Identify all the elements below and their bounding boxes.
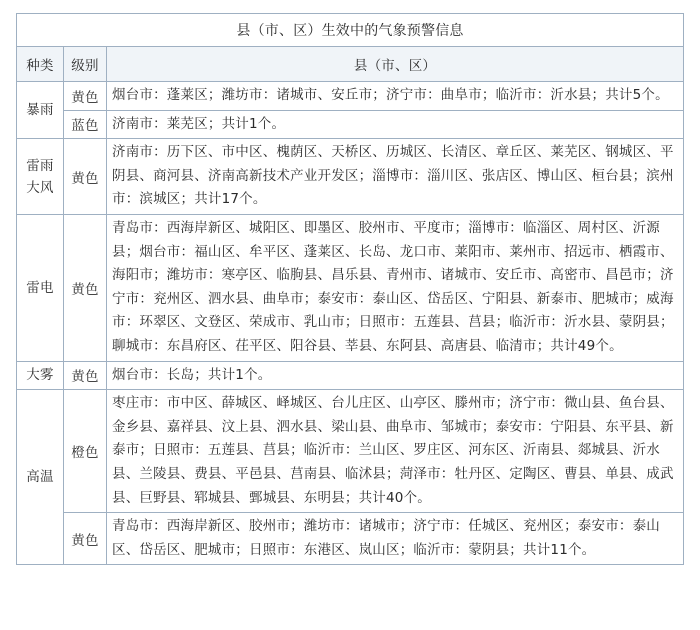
counties-cell: 济南市：历下区、市中区、槐荫区、天桥区、历城区、长清区、章丘区、莱芜区、钢城区、平阴县、商河县、济南高新技术产业开发区；淄博市：淄川区、张店区、博山区、桓台县；滨州市：滨城区；共计17个。: [107, 139, 684, 215]
counties-cell: 青岛市：西海岸新区、胶州市；潍坊市：诸城市；济宁市：任城区、兖州区；泰安市：泰山区、岱岳区、肥城市；日照市：东港区、岚山区；临沂市：蒙阴县；共计11个。: [107, 513, 684, 565]
level-cell: 蓝色: [64, 110, 107, 139]
table-row: [17, 110, 684, 139]
header-counties: 县（市、区）: [107, 47, 684, 82]
level-cell: 黄色: [64, 214, 107, 361]
counties-cell: 枣庄市：市中区、薛城区、峄城区、台儿庄区、山亭区、滕州市；济宁市：微山县、鱼台县、金乡县、嘉祥县、汶上县、泗水县、梁山县、曲阜市、邹城市；泰安市：宁阳县、东平县、新泰市；日照市：五莲县、莒县；临沂市：兰山区、罗庄区、河东区、沂南县、郯城县、沂水县、兰陵县、费县、平邑县、莒南县、临沭县；菏泽市：牡丹区、定陶区、曹县、单县、成武县、巨野县、郓城县、鄄城县、东明县；共计40个。: [107, 390, 684, 513]
table-row: [17, 361, 684, 390]
table-title: 县（市、区）生效中的气象预警信息: [17, 14, 684, 47]
warning-table: [16, 13, 684, 565]
level-cell: 橙色: [64, 390, 107, 513]
level-cell: 黄色: [64, 513, 107, 565]
header-row: [17, 47, 684, 82]
type-rainstorm: 暴雨: [17, 82, 64, 139]
level-cell: 黄色: [64, 361, 107, 390]
table-row: [17, 513, 684, 565]
title-row: [17, 14, 684, 47]
counties-cell: 烟台市：蓬莱区；潍坊市：诸城市、安丘市；济宁市：曲阜市；临沂市：沂水县；共计5个。: [107, 82, 684, 111]
header-type: 种类: [17, 47, 64, 82]
header-level: 级别: [64, 47, 107, 82]
level-cell: 黄色: [64, 139, 107, 215]
type-fog: 大雾: [17, 361, 64, 390]
counties-cell: 青岛市：西海岸新区、城阳区、即墨区、胶州市、平度市；淄博市：临淄区、周村区、沂源县；烟台市：福山区、牟平区、蓬莱区、长岛、龙口市、莱阳市、莱州市、招远市、栖霞市、海阳市；潍坊市：寒亭区、临朐县、昌乐县、青州市、诸城市、安丘市、高密市、昌邑市；济宁市：兖州区、泗水县、曲阜市；泰安市：泰山区、岱岳区、宁阳县、新泰市、肥城市；威海市：环翠区、文登区、荣成市、乳山市；日照市：五莲县、莒县；临沂市：沂水县、蒙阴县；聊城市：东昌府区、茌平区、阳谷县、莘县、东阿县、高唐县、临清市；共计49个。: [107, 214, 684, 361]
table-row: [17, 82, 684, 111]
table-row: [17, 139, 684, 215]
table-row: [17, 214, 684, 361]
counties-cell: 济南市：莱芜区；共计1个。: [107, 110, 684, 139]
counties-cell: 烟台市：长岛；共计1个。: [107, 361, 684, 390]
type-high-temperature: 高温: [17, 390, 64, 565]
warning-table-container: [16, 13, 684, 565]
type-thunderstorm-wind: 雷雨大风: [17, 139, 64, 215]
table-row: [17, 390, 684, 513]
type-lightning: 雷电: [17, 214, 64, 361]
level-cell: 黄色: [64, 82, 107, 111]
